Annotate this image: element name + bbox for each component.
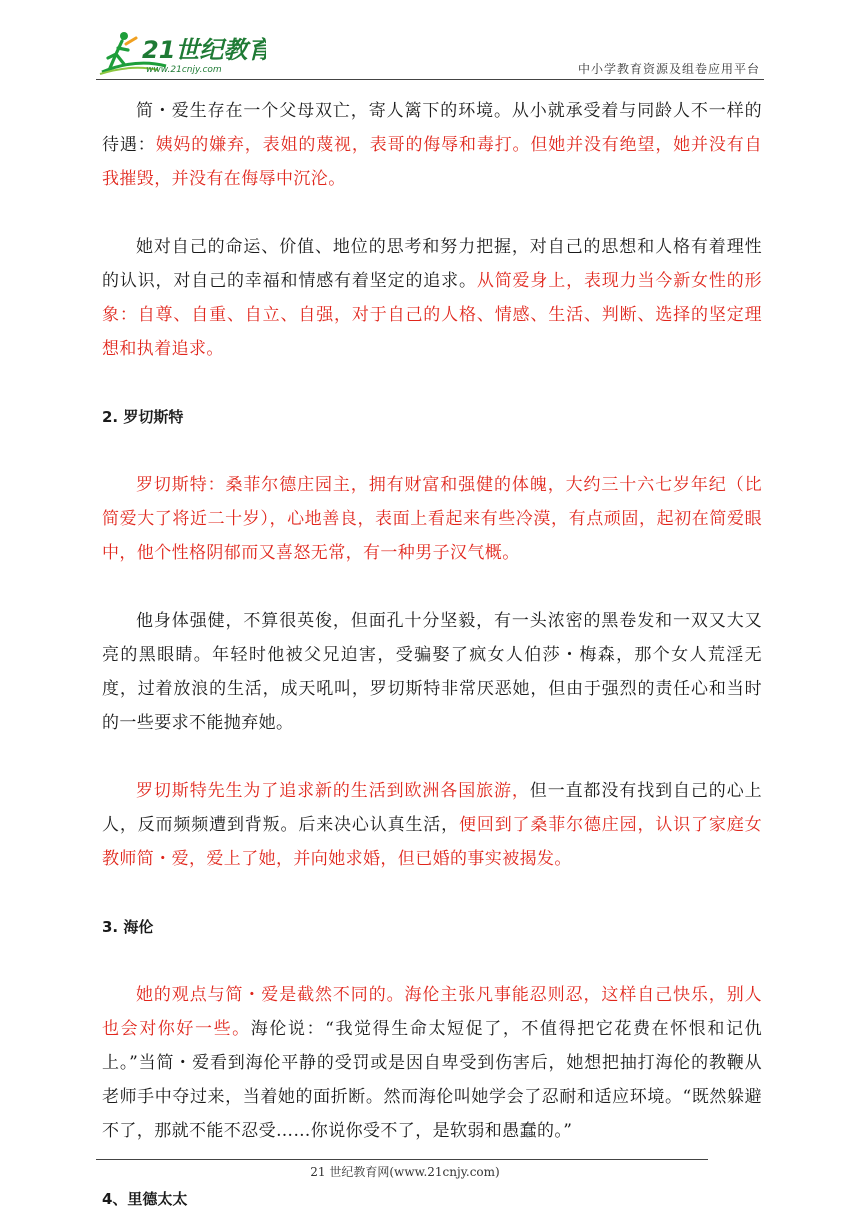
footer-text: 21 世纪教育网(www.21cnjy.com): [310, 1165, 500, 1179]
site-logo: [96, 28, 266, 80]
paragraph: [102, 94, 762, 196]
highlighted-text: 便回到了桑菲尔德庄园，认识了家庭女教师简・爱，爱上了她，并向她求婚，但已婚的事实被揭发。: [102, 815, 762, 869]
header-divider: [96, 79, 764, 80]
body-text: 他身体强健，不算很英俊，但面孔十分坚毅，有一头浓密的黑卷发和一双又大又亮的黑眼睛。年轻时他被父兄迫害，受骗娶了疯女人伯莎・梅森，那个女人荒淫无度，过着放浪的生活，成天吼叫，罗切斯特非常厌恶她，但由于强烈的责任心和当时的一些要求不能抛弃她。: [102, 611, 762, 733]
paragraph-gap: [102, 876, 762, 910]
section-heading: 4、里德太太: [102, 1190, 188, 1208]
logo-url: www.21cnjy.com: [146, 65, 222, 75]
highlighted-text: 从简爱身上，表现力当今新女性的形象：自尊、自重、自立、自强，对于自己的人格、情感、生活、判断、选择的坚定理想和执着追求。: [102, 271, 762, 359]
runner-logo-icon: [96, 28, 266, 80]
highlighted-text: 她的观点与简・爱是截然不同的。海伦主张凡事能忍则忍，这样自己快乐，别人也会对你好一些。: [102, 985, 762, 1039]
body-text: 她对自己的命运、价值、地位的思考和努力把握，对自己的思想和人格有着理性的认识，对自己的幸福和情感有着坚定的追求。: [102, 237, 762, 291]
paragraph: [102, 468, 762, 570]
paragraph: [102, 604, 762, 740]
paragraph: [102, 978, 762, 1148]
page-header: [0, 0, 860, 90]
paragraph-gap: [102, 196, 762, 230]
paragraph: [102, 774, 762, 876]
section-heading: 2. 罗切斯特: [102, 408, 184, 426]
header-tagline: 中小学教育资源及组卷应用平台: [577, 62, 760, 76]
body-text: 但一直都没有找到自己的心上人，反而频频遭到背叛。后来决心认真生活，: [102, 781, 762, 835]
highlighted-text: 姨妈的嫌弃，表姐的蔑视，表哥的侮辱和毒打。但她并没有绝望，她并没有自我摧毁，并没有在侮辱中沉沦。: [102, 135, 762, 189]
highlighted-text: 罗切斯特：桑菲尔德庄园主，拥有财富和强健的体魄，大约三十六七岁年纪（比简爱大了将近二十岁），心地善良，表面上看起来有些冷漠，有点顽固，起初在简爱眼中，他个性格阴郁而又喜怒无常，有一种男子汉气概。: [102, 475, 762, 563]
paragraph-gap: [102, 740, 762, 774]
logo-text: 21世纪教育: [142, 36, 266, 64]
paragraph-gap: [102, 366, 762, 400]
paragraph-gap: [102, 434, 762, 468]
section-heading: 3. 海伦: [102, 918, 154, 936]
highlighted-text: 罗切斯特先生为了追求新的生活到欧洲各国旅游，: [136, 781, 530, 801]
document-body: [102, 94, 762, 1216]
paragraph-gap: [102, 944, 762, 978]
footer-divider: [96, 1159, 708, 1160]
body-text: 海伦说：“我觉得生命太短促了，不值得把它花费在怀恨和记仇上。”当简・爱看到海伦平静的受罚或是因自卑受到伤害后，她想把抽打海伦的教鞭从老师手中夺过来，当着她的面折断。然而海伦叫她学会了忍耐和适应环境。“既然躲避不了，那就不能不忍受……你说你受不了，是软弱和愚蠢的。”: [102, 1019, 762, 1141]
body-text: 简・爱生存在一个父母双亡，寄人篱下的环境。从小就承受着与同龄人不一样的待遇：: [102, 101, 762, 155]
paragraph: [102, 230, 762, 366]
paragraph-gap: [102, 570, 762, 604]
